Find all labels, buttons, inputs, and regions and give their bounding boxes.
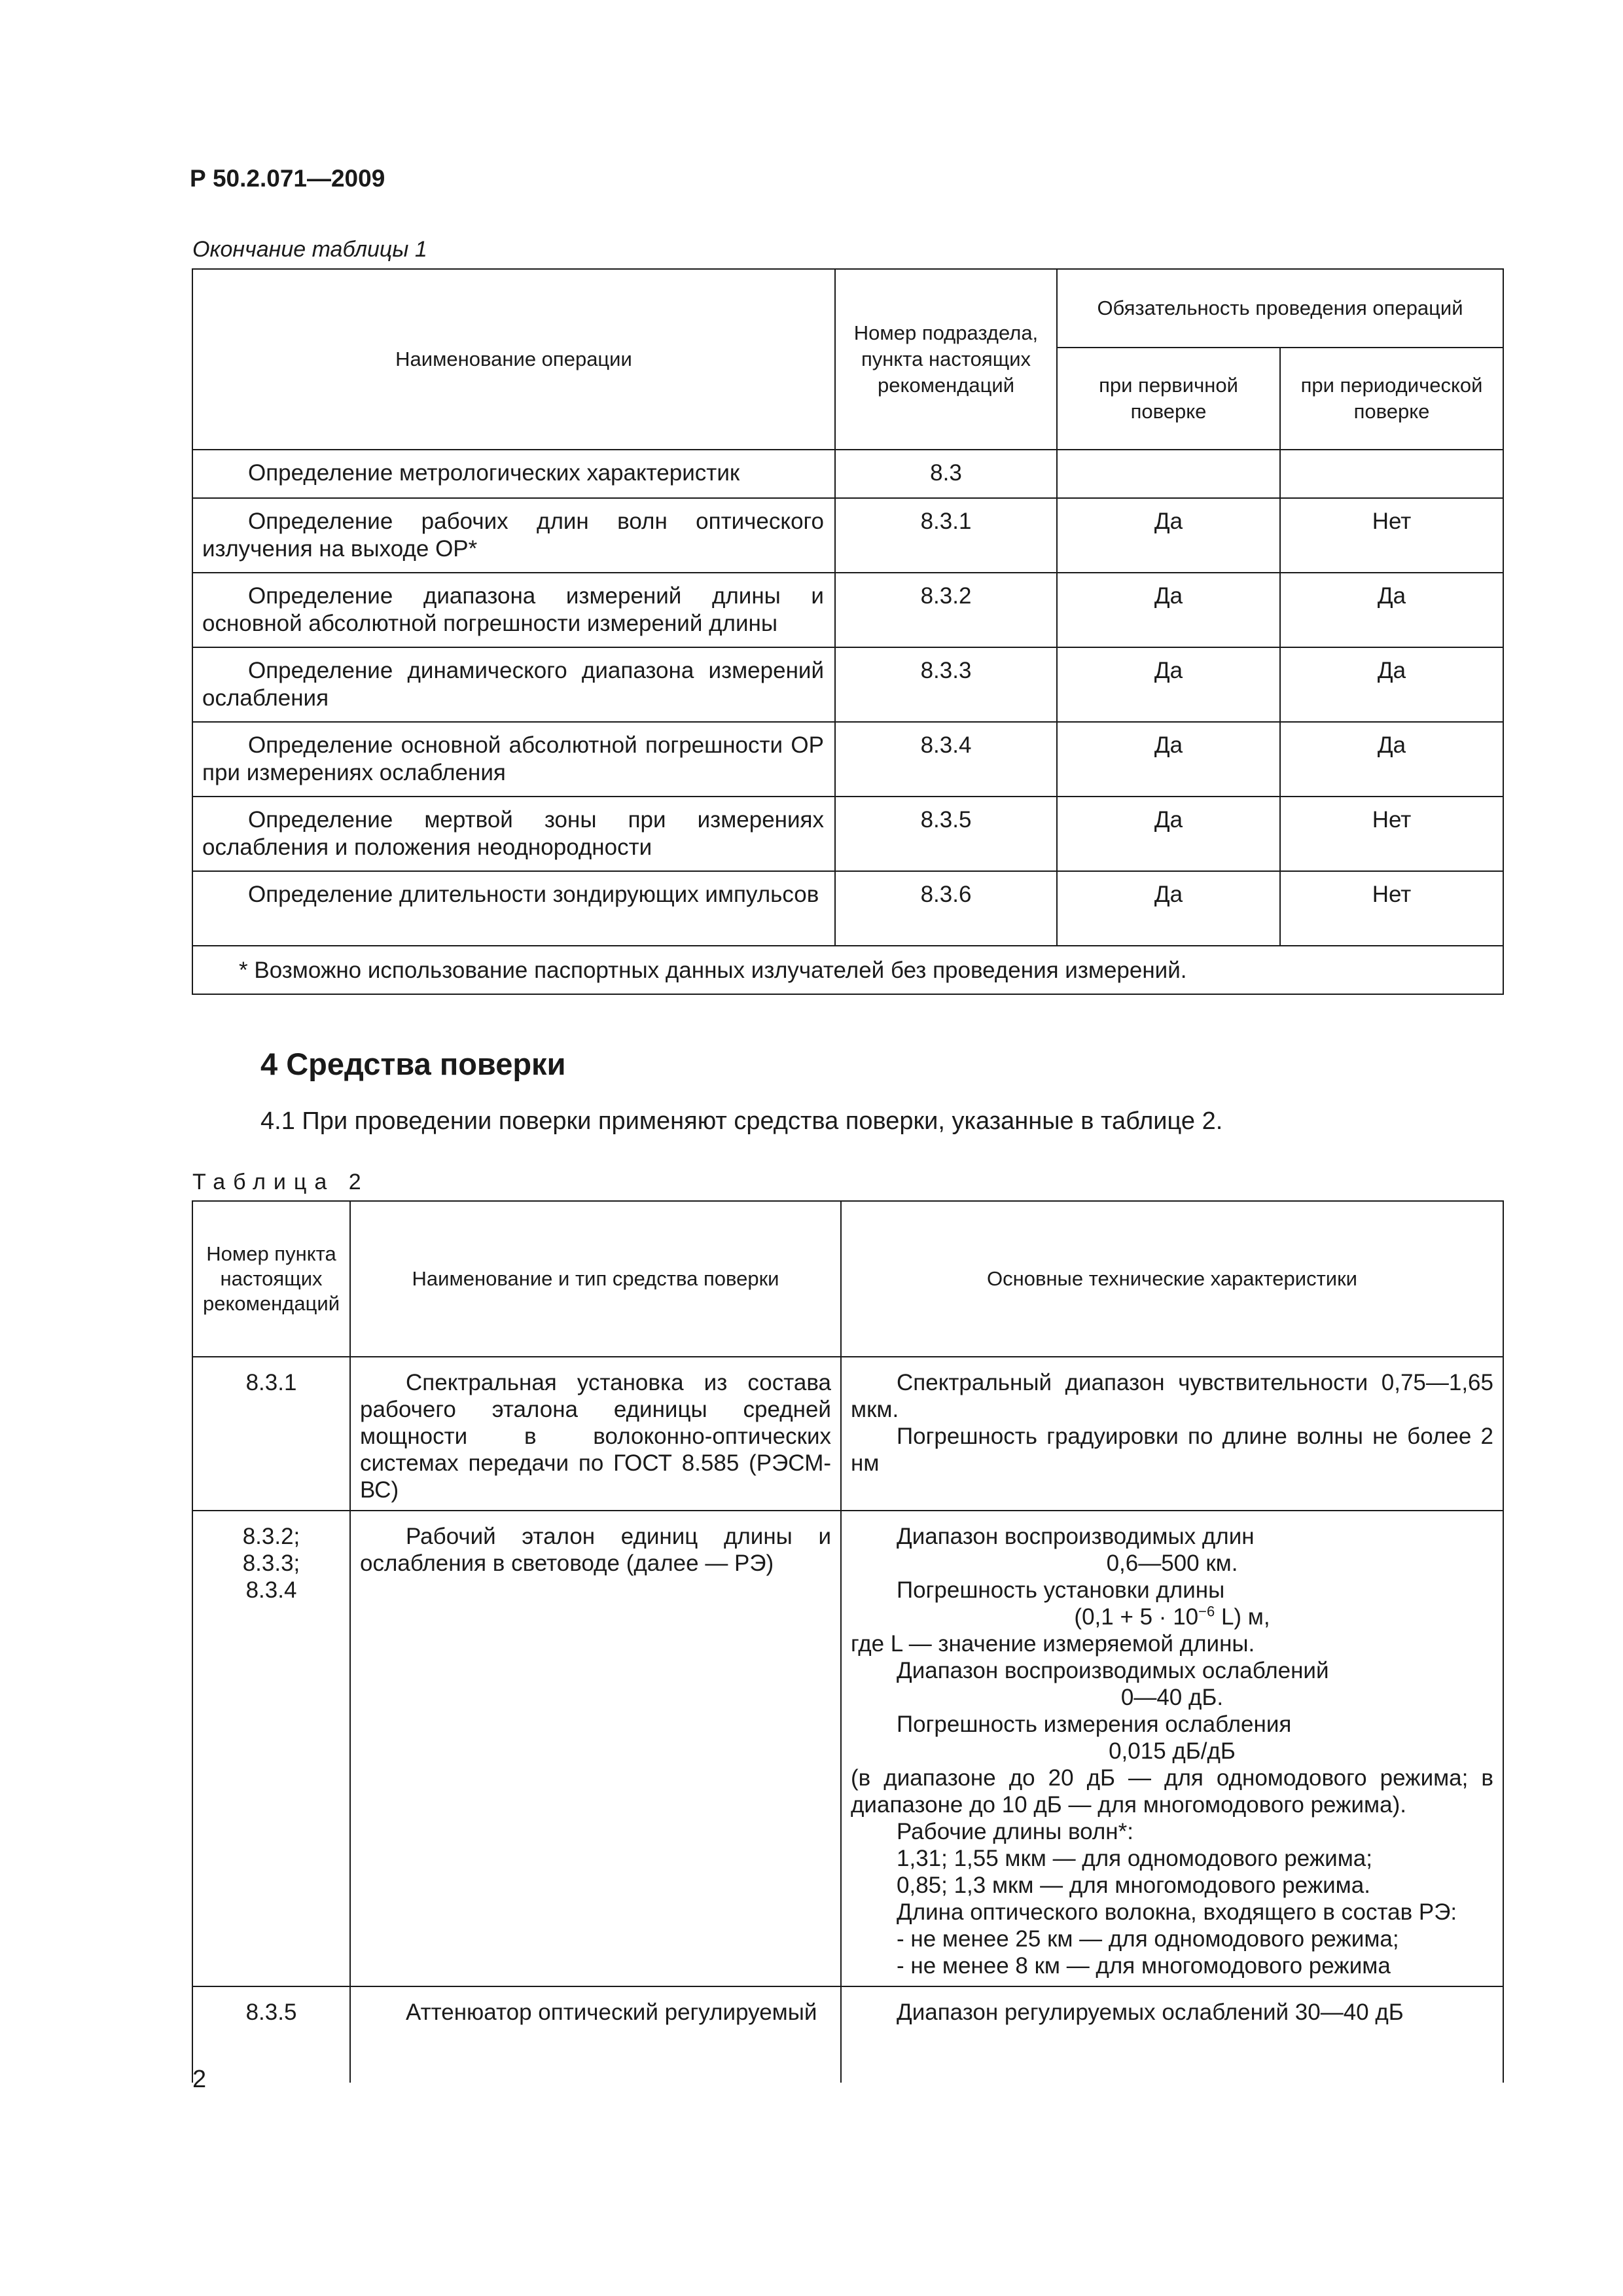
table1-footnote: * Возможно использование паспортных данных излучателей без проведения измерений. bbox=[192, 946, 1503, 994]
operation-name: Определение рабочих длин волн оптического излучения на выходе ОР* bbox=[202, 509, 824, 562]
table1-header-periodic: при периодической поверке bbox=[1280, 348, 1503, 450]
primary-check: Да bbox=[1057, 722, 1280, 797]
item-number: 8.3.2; 8.3.3; 8.3.4 bbox=[192, 1511, 350, 1986]
section-title: 4 Средства поверки bbox=[260, 1047, 566, 1081]
table1-caption: Окончание таблицы 1 bbox=[192, 237, 427, 262]
table-row bbox=[192, 1511, 1503, 1986]
table2 bbox=[192, 1200, 1504, 2083]
table-row bbox=[192, 797, 1503, 871]
table-row bbox=[192, 722, 1503, 797]
primary-check: Да bbox=[1057, 647, 1280, 722]
table1-header-primary: при первичной поверке bbox=[1057, 348, 1280, 450]
instrument-specs: Спектральный диапазон чувствительности 0,75—1,65 мкм. Погрешность градуировки по длине волны не более 2 нм bbox=[841, 1357, 1503, 1511]
section-number: 8.3.3 bbox=[835, 647, 1057, 722]
periodic-check bbox=[1280, 450, 1503, 498]
table2-caption: Таблица 2 bbox=[192, 1170, 369, 1194]
periodic-check: Нет bbox=[1280, 871, 1503, 946]
table-row bbox=[192, 871, 1503, 946]
operation-name: Определение мертвой зоны при измерениях ослабления и положения неоднородности bbox=[202, 807, 824, 860]
table-row bbox=[192, 450, 1503, 498]
primary-check: Да bbox=[1057, 871, 1280, 946]
item-number: 8.3.1 bbox=[192, 1357, 350, 1511]
section-number: 8.3 bbox=[835, 450, 1057, 498]
item-number: 8.3.5 bbox=[192, 1986, 350, 2083]
operation-name: Определение длительности зондирующих импульсов bbox=[248, 882, 819, 907]
table-row bbox=[192, 573, 1503, 647]
table1 bbox=[192, 268, 1504, 995]
section-number: 8.3.6 bbox=[835, 871, 1057, 946]
primary-check: Да bbox=[1057, 797, 1280, 871]
table-row bbox=[192, 1357, 1503, 1511]
primary-check: Да bbox=[1057, 573, 1280, 647]
periodic-check: Нет bbox=[1280, 797, 1503, 871]
instrument-specs: Диапазон воспроизводимых длин 0,6—500 км. Погрешность установки длины ($0,1 + 5 \cdot 10^{-6}$ L) м, где L — значение измеряемой длины. Диапазон воспроизводимых ослаблений 0—40 дБ. Погрешность измерения ослабления 0,015 дБ/дБ (в диапазоне до 20 дБ — для одномодового режима; в диапазоне до 10 дБ — для многомодового режима). Рабочие длины волн*: 1,31; 1,55 мкм — для одномодового режима; 0,85; 1,3 мкм — для многомодового режима. Длина оптического волокна, входящего в состав РЭ: - не менее 25 км — для одномодового режима; - не менее 8 км — для многомодового режима bbox=[841, 1511, 1503, 1986]
section-number: 8.3.1 bbox=[835, 498, 1057, 573]
primary-check bbox=[1057, 450, 1280, 498]
primary-check: Да bbox=[1057, 498, 1280, 573]
table1-header-number: Номер подраздела, пункта настоящих рекомендаций bbox=[835, 269, 1057, 450]
section-paragraph: 4.1 При проведении поверки применяют средства поверки, указанные в таблице 2. bbox=[260, 1107, 1223, 1135]
periodic-check: Нет bbox=[1280, 498, 1503, 573]
table1-header-operation: Наименование операции bbox=[192, 269, 835, 450]
table-row bbox=[192, 1986, 1503, 2083]
section-number: 8.3.4 bbox=[835, 722, 1057, 797]
periodic-check: Да bbox=[1280, 722, 1503, 797]
operation-name: Определение динамического диапазона измерений ослабления bbox=[202, 658, 824, 711]
instrument-specs: Диапазон регулируемых ослаблений 30—40 дБ bbox=[841, 1986, 1503, 2083]
operation-name: Определение диапазона измерений длины и основной абсолютной погрешности измерений длины bbox=[202, 583, 824, 636]
periodic-check: Да bbox=[1280, 647, 1503, 722]
instrument-name: Спектральная установка из состава рабочего эталона единицы средней мощности в волоконно-оптических системах передачи по ГОСТ 8.585 (РЭСМ-ВС) bbox=[360, 1370, 831, 1503]
page-number: 2 bbox=[192, 2066, 207, 2093]
table-row bbox=[192, 647, 1503, 722]
instrument-name: Аттенюатор оптический регулируемый bbox=[406, 2000, 817, 2025]
instrument-name: Рабочий эталон единиц длины и ослабления в световоде (далее — РЭ) bbox=[360, 1524, 831, 1576]
operation-name: Определение основной абсолютной погрешности ОР при измерениях ослабления bbox=[202, 732, 824, 785]
section-number: 8.3.5 bbox=[835, 797, 1057, 871]
operation-name: Определение метрологических характеристик bbox=[248, 460, 740, 486]
table-row bbox=[192, 498, 1503, 573]
periodic-check: Да bbox=[1280, 573, 1503, 647]
document-code: Р 50.2.071—2009 bbox=[190, 165, 385, 192]
section-number: 8.3.2 bbox=[835, 573, 1057, 647]
table1-header-obligation: Обязательность проведения операций bbox=[1057, 269, 1503, 348]
table2-header-number: Номер пункта настоящих рекомендаций bbox=[192, 1201, 350, 1357]
table2-header-specs: Основные технические характеристики bbox=[841, 1201, 1503, 1357]
table2-header-name: Наименование и тип средства поверки bbox=[350, 1201, 841, 1357]
